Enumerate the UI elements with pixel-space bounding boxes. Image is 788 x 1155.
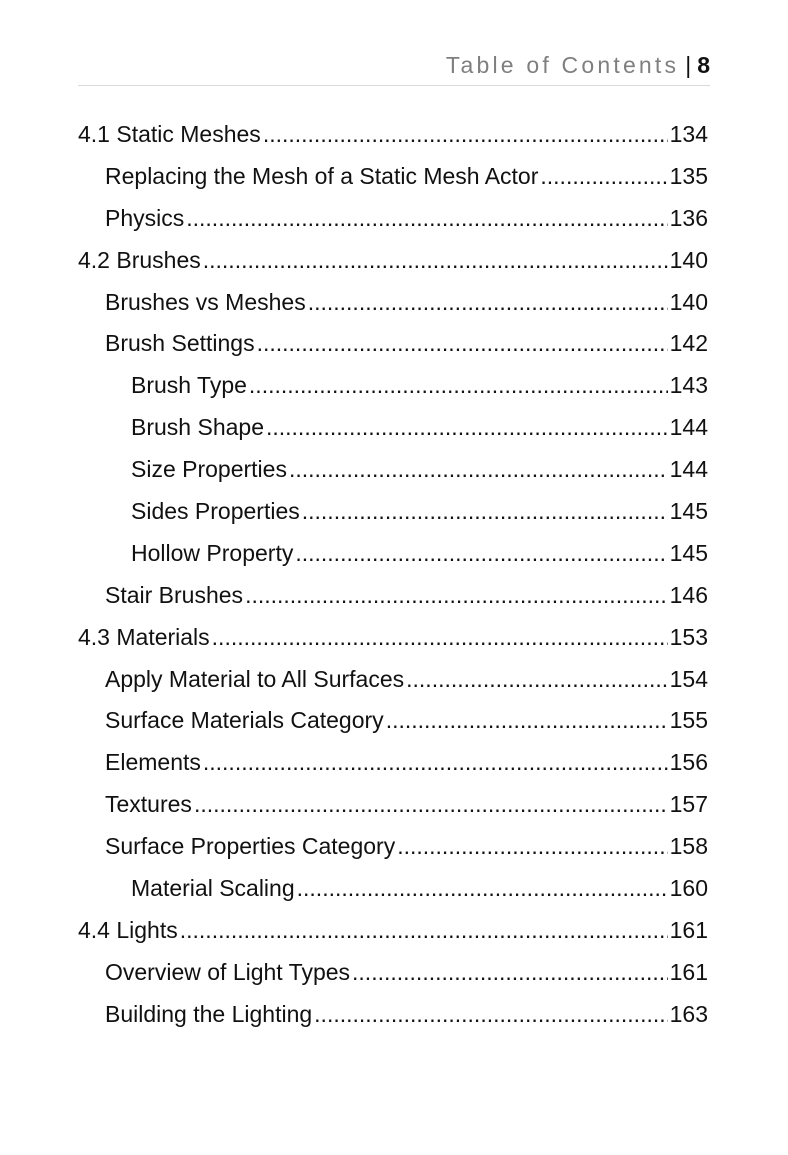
toc-entry[interactable] [78,282,708,324]
toc-entry-page: 145 [669,498,708,525]
toc-entry[interactable] [78,240,708,282]
toc-entry-title: 4.4 Lights [78,916,178,943]
toc-entry[interactable] [78,868,708,910]
toc-entry-page: 134 [669,121,708,147]
toc-entry-title: 4.2 Brushes [78,246,201,273]
header-separator: | [685,52,692,78]
toc-dot-leader [203,240,668,282]
toc-dot-leader [263,114,668,156]
toc-entry[interactable] [78,491,708,533]
toc-entry[interactable] [78,952,708,994]
toc-dot-leader [406,659,667,701]
toc-dot-leader [308,282,668,324]
toc-entry[interactable] [78,323,708,365]
toc-entry[interactable] [78,826,708,868]
toc-entry-page: 163 [669,1000,708,1027]
toc-entry-title: Building the Lighting [105,1000,313,1027]
toc-entry[interactable] [78,114,708,156]
toc-entry-title: Brush Shape [131,414,264,441]
toc-entry-page: 143 [669,372,708,399]
toc-entry[interactable] [78,700,708,742]
toc-dot-leader [295,533,667,575]
toc-dot-leader [386,700,668,742]
page-header [78,52,710,86]
toc-dot-leader [302,491,668,533]
toc-entry-page: 146 [669,581,708,608]
toc-dot-leader [352,952,668,994]
toc-entry-title: 4.1 Static Meshes [78,121,261,147]
toc-entry-page: 155 [669,707,708,734]
toc-entry-page: 144 [669,414,708,441]
toc-entry-page: 153 [669,623,708,650]
toc-dot-leader [289,449,668,491]
toc-entry-title: Brush Type [131,372,247,399]
toc-entry-page: 156 [669,749,708,776]
toc-dot-leader [180,910,668,952]
toc-entry[interactable] [78,449,708,491]
toc-entry-title: Physics [105,204,185,231]
toc-entry-title: Elements [105,749,201,776]
toc-entry-title: Surface Properties Category [105,833,396,860]
toc-entry-page: 135 [669,162,708,189]
toc-dot-leader [212,617,668,659]
toc-entry-page: 144 [669,456,708,483]
toc-dot-leader [245,575,668,617]
toc-entry-title: Apply Material to All Surfaces [105,665,405,692]
toc-entry-page: 142 [669,330,708,357]
toc-entry[interactable] [78,910,708,952]
toc-entry-page: 157 [669,791,708,818]
toc-dot-leader [249,365,668,407]
toc-entry-title: Sides Properties [131,498,300,525]
toc-entry[interactable] [78,407,708,449]
toc-entry-title: Hollow Property [131,539,294,566]
toc-entry-title: Textures [105,791,192,818]
toc-entry-page: 160 [669,875,708,902]
toc-entry-title: Overview of Light Types [105,958,351,985]
toc-dot-leader [314,994,667,1036]
toc-entry-page: 140 [669,288,708,315]
toc-entry-page: 140 [669,246,708,273]
toc-entry-title: Replacing the Mesh of a Static Mesh Actor [105,162,539,189]
toc-entry-title: Surface Materials Category [105,707,384,734]
toc-entry[interactable] [78,365,708,407]
toc-dot-leader [186,198,667,240]
header-page-number: 8 [697,52,710,78]
toc-entry[interactable] [78,742,708,784]
toc-entry[interactable] [78,575,708,617]
toc-dot-leader [297,868,668,910]
toc-entry-title: Brushes vs Meshes [105,288,306,315]
toc-entry[interactable] [78,994,708,1036]
toc-entry-title: Stair Brushes [105,581,244,608]
toc-entry-page: 161 [669,958,708,985]
toc-entry-title: Material Scaling [131,875,295,902]
toc-entry[interactable] [78,784,708,826]
header-title: Table of Contents [445,52,680,78]
toc-dot-leader [266,407,668,449]
toc-dot-leader [397,826,667,868]
toc-entry[interactable] [78,156,708,198]
toc-dot-leader [194,784,668,826]
toc-entry-title: Brush Settings [105,330,255,357]
toc-entry[interactable] [78,533,708,575]
toc-dot-leader [257,323,668,365]
toc-entry-page: 145 [669,539,708,566]
toc-dot-leader [540,156,667,198]
toc-entry-page: 136 [669,204,708,231]
toc-entry-title: Size Properties [131,456,287,483]
toc-entry-title: 4.3 Materials [78,623,210,650]
toc-entry-page: 161 [669,916,708,943]
toc-entry[interactable] [78,659,708,701]
toc-entry[interactable] [78,198,708,240]
toc-entry-page: 154 [669,665,708,692]
toc-entry[interactable] [78,617,708,659]
toc-dot-leader [203,742,668,784]
table-of-contents [78,114,708,1036]
toc-entry-page: 158 [669,833,708,860]
